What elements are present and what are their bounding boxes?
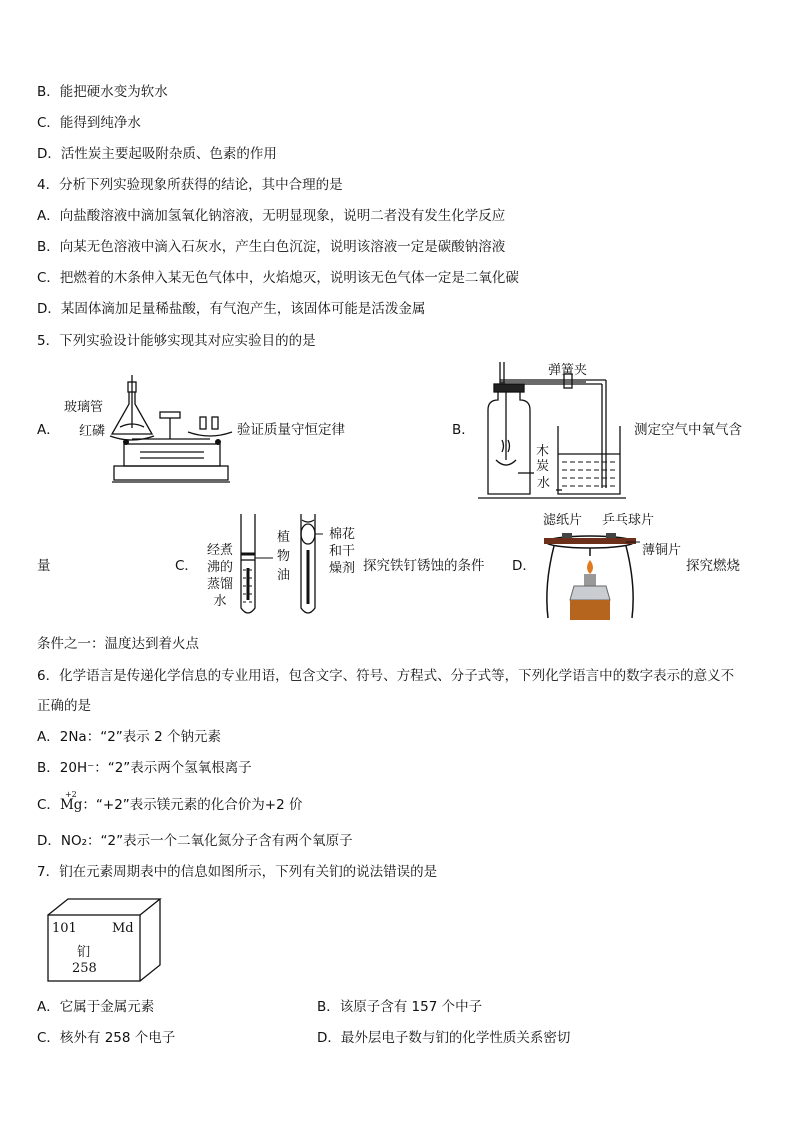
q6-stem-line1: 6．化学语言是传递化学信息的专业用语，包含文字、符号、方程式、分子式等，下列化学语言中的数字表示的意义不 bbox=[37, 668, 735, 684]
q7-option-d: D．最外层电子数与钔的化学性质关系密切 bbox=[317, 1030, 571, 1046]
q6-option-b: B．20H⁻：“2”表示两个氢氧根离子 bbox=[37, 760, 252, 776]
q4-option-a: A．向盐酸溶液中滴加氢氧化钠溶液，无明显现象，说明二者没有发生化学反应 bbox=[37, 208, 506, 224]
element-mass: 258 bbox=[72, 961, 97, 976]
q5-c-oil-label: 植物油 bbox=[276, 530, 290, 583]
q7-option-c: C．核外有 258 个电子 bbox=[37, 1030, 176, 1046]
q6-stem-line2: 正确的是 bbox=[37, 698, 91, 714]
q5-c-tube1-label: 经煮沸的蒸馏水 bbox=[206, 543, 233, 609]
q5-b-purpose: 测定空气中氧气含 bbox=[634, 422, 742, 438]
q5-d-purpose: 探究燃烧 bbox=[686, 558, 740, 574]
q4-option-b: B．向某无色溶液中滴入石灰水，产生白色沉淀，说明该溶液一定是碳酸钠溶液 bbox=[37, 239, 506, 255]
q4-option-c: C．把燃着的木条伸入某无色气体中，火焰熄灭，说明该无色气体一定是二氧化碳 bbox=[37, 270, 519, 286]
q4-stem: 4．分析下列实验现象所获得的结论，其中合理的是 bbox=[37, 177, 343, 193]
q3-option-c: C．能得到纯净水 bbox=[37, 115, 141, 131]
q5-b-purpose-cont: 量 bbox=[37, 558, 51, 574]
q5-a-tube-label: 玻璃管 bbox=[64, 400, 104, 415]
q5-c-cotton-label: 棉花和干燥剂 bbox=[328, 527, 355, 576]
q6-option-d: D．NO₂：“2”表示一个二氧化氮分子含有两个氧原子 bbox=[37, 833, 353, 849]
q5-a-purpose: 验证质量守恒定律 bbox=[237, 422, 345, 438]
q5-d-filter-label: 滤纸片 bbox=[543, 513, 583, 528]
q5-stem: 5．下列实验设计能够实现其对应实验目的的是 bbox=[37, 333, 316, 349]
q5-c-letter: C． bbox=[175, 558, 198, 574]
q5-d-letter: D． bbox=[512, 558, 536, 574]
element-symbol: Md bbox=[112, 921, 134, 936]
q4-option-d: D．某固体滴加足量稀盐酸，有气泡产生，该固体可能是活泼金属 bbox=[37, 301, 426, 317]
q5-d-purpose-cont: 条件之一：温度达到着火点 bbox=[37, 636, 199, 652]
element-cube-diagram bbox=[47, 898, 162, 982]
q6-option-c bbox=[37, 790, 303, 814]
combustion-diagram bbox=[540, 530, 650, 622]
oxygen-apparatus-diagram bbox=[478, 360, 628, 500]
q7-option-b: B．该原子含有 157 个中子 bbox=[317, 999, 483, 1015]
q5-d-copper-label: 薄铜片 bbox=[642, 543, 682, 558]
q6-option-c-symbol: Mg bbox=[59, 797, 83, 813]
q7-stem: 7．钔在元素周期表中的信息如图所示，下列有关钔的说法错误的是 bbox=[37, 864, 438, 880]
q6-option-c-charge: +2 bbox=[64, 790, 77, 799]
q3-option-d: D．活性炭主要起吸附杂质、色素的作用 bbox=[37, 146, 277, 162]
element-number: 101 bbox=[52, 921, 77, 936]
q5-b-clip-label: 弹簧夹 bbox=[548, 363, 588, 378]
element-name: 钔 bbox=[77, 945, 91, 960]
q6-option-c-text: ：“+2”表示镁元素的化合价为+2 价 bbox=[82, 797, 303, 813]
q5-a-letter: A． bbox=[37, 422, 60, 438]
q6-option-c-prefix: C． bbox=[37, 797, 60, 813]
q6-option-a: A．2Na：“2”表示 2 个钠元素 bbox=[37, 729, 221, 745]
q5-a-phosphorus-label: 红磷 bbox=[79, 424, 106, 439]
q5-c-purpose: 探究铁钉锈蚀的条件 bbox=[363, 558, 485, 574]
q5-b-letter: B． bbox=[452, 422, 475, 438]
q7-option-a: A．它属于金属元素 bbox=[37, 999, 155, 1015]
q5-b-water-label: 水 bbox=[537, 476, 551, 491]
balance-diagram bbox=[100, 372, 235, 487]
q5-b-charcoal-label: 木炭 bbox=[535, 444, 549, 474]
q5-d-pingpong-label: 乒乓球片 bbox=[602, 513, 655, 528]
q3-option-b: B．能把硬水变为软水 bbox=[37, 84, 168, 100]
